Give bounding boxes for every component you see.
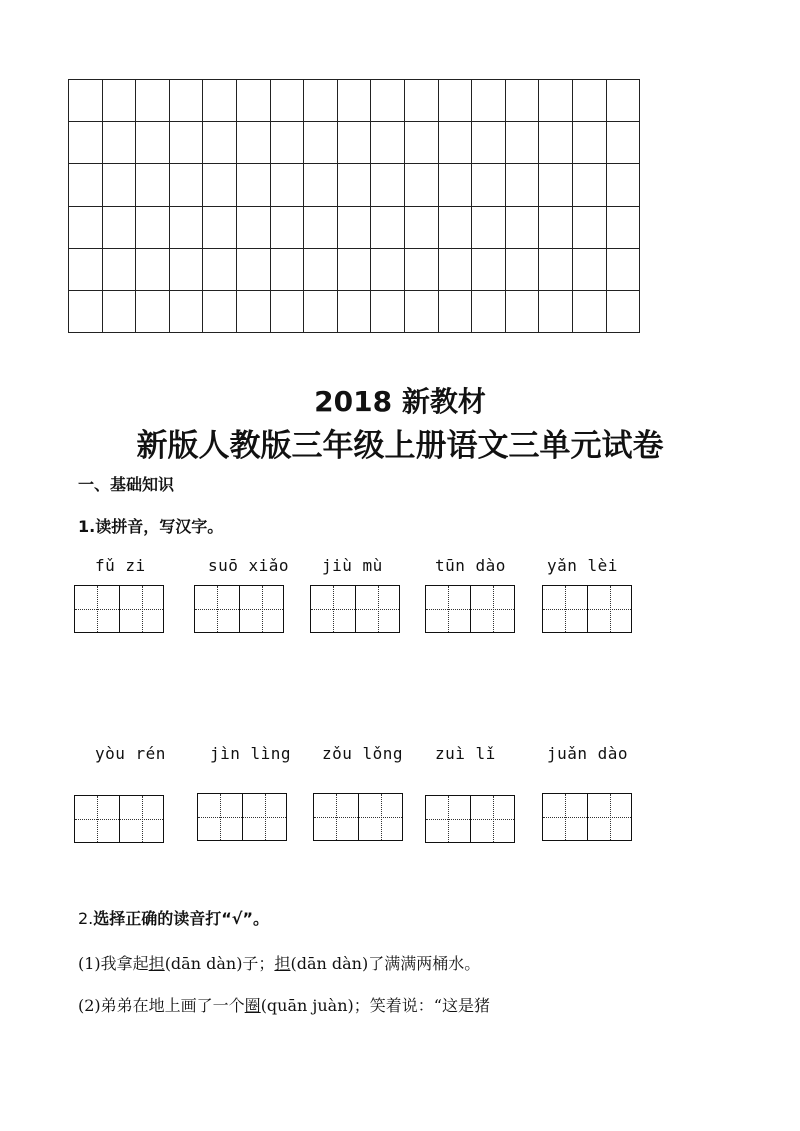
grid-cell[interactable] (371, 122, 405, 164)
grid-cell[interactable] (606, 248, 640, 290)
grid-cell[interactable] (136, 80, 170, 122)
pinyin-3: jiù mù (322, 556, 383, 575)
grid-cell[interactable] (236, 122, 270, 164)
grid-cell[interactable] (472, 248, 506, 290)
grid-row (69, 248, 640, 290)
grid-cell[interactable] (505, 248, 539, 290)
grid-cell[interactable] (438, 290, 472, 332)
grid-cell[interactable] (136, 290, 170, 332)
pinyin-10: juǎn dào (547, 744, 629, 763)
pinyin-7: jìn lìng (210, 744, 292, 763)
grid-row (69, 290, 640, 332)
grid-cell[interactable] (472, 164, 506, 206)
grid-cell[interactable] (102, 164, 136, 206)
title-line-1: 2018 新教材 (314, 385, 486, 418)
grid-cell[interactable] (169, 248, 203, 290)
grid-cell[interactable] (371, 248, 405, 290)
item2-part1: (2)弟弟在地上画了一个 (78, 996, 245, 1015)
grid-cell[interactable] (404, 290, 438, 332)
grid-cell[interactable] (539, 206, 573, 248)
grid-cell[interactable] (371, 164, 405, 206)
grid-cell[interactable] (337, 122, 371, 164)
grid-row (69, 164, 640, 206)
answer-box-7[interactable] (197, 793, 287, 841)
answer-box-9[interactable] (425, 795, 515, 843)
grid-cell[interactable] (270, 122, 304, 164)
grid-cell[interactable] (572, 206, 606, 248)
grid-cell[interactable] (102, 80, 136, 122)
grid-cell[interactable] (572, 164, 606, 206)
grid-cell[interactable] (337, 290, 371, 332)
grid-cell[interactable] (472, 80, 506, 122)
grid-cell[interactable] (203, 122, 237, 164)
grid-cell[interactable] (169, 164, 203, 206)
grid-cell[interactable] (404, 80, 438, 122)
title-line-2: 新版人教版三年级上册语文三单元试卷 (136, 428, 664, 464)
grid-cell[interactable] (606, 206, 640, 248)
grid-cell[interactable] (505, 164, 539, 206)
question-2-item-1 (78, 951, 480, 974)
grid-cell[interactable] (102, 206, 136, 248)
grid-cell[interactable] (404, 248, 438, 290)
answer-box-4[interactable] (425, 585, 515, 633)
grid-cell[interactable] (270, 248, 304, 290)
section-heading: 一、基础知识 (78, 475, 175, 494)
grid-cell[interactable] (337, 80, 371, 122)
grid-cell[interactable] (539, 80, 573, 122)
grid-cell[interactable] (539, 290, 573, 332)
answer-box-6[interactable] (74, 795, 164, 843)
answer-box-3[interactable] (310, 585, 400, 633)
grid-cell[interactable] (102, 290, 136, 332)
grid-cell[interactable] (270, 290, 304, 332)
grid-cell[interactable] (69, 206, 103, 248)
grid-cell[interactable] (606, 122, 640, 164)
item1-part2[interactable]: (dān dàn)子； (164, 954, 275, 973)
question-2-label (78, 906, 269, 929)
grid-row (69, 122, 640, 164)
grid-row (69, 80, 640, 122)
grid-cell[interactable] (203, 206, 237, 248)
grid-cell[interactable] (606, 80, 640, 122)
grid-cell[interactable] (472, 122, 506, 164)
grid-cell[interactable] (236, 248, 270, 290)
grid-cell[interactable] (337, 248, 371, 290)
grid-cell[interactable] (136, 122, 170, 164)
grid-cell[interactable] (270, 80, 304, 122)
grid-cell[interactable] (102, 248, 136, 290)
grid-cell[interactable] (438, 206, 472, 248)
grid-cell[interactable] (236, 80, 270, 122)
grid-cell[interactable] (438, 122, 472, 164)
grid-cell[interactable] (69, 290, 103, 332)
pinyin-6: yòu rén (95, 744, 166, 763)
grid-cell[interactable] (236, 290, 270, 332)
grid-cell[interactable] (404, 122, 438, 164)
grid-cell[interactable] (69, 164, 103, 206)
grid-cell[interactable] (270, 164, 304, 206)
grid-cell[interactable] (169, 206, 203, 248)
grid-cell[interactable] (438, 164, 472, 206)
grid-cell[interactable] (69, 80, 103, 122)
answer-box-5[interactable] (542, 585, 632, 633)
grid-cell[interactable] (438, 248, 472, 290)
grid-cell[interactable] (304, 206, 338, 248)
pinyin-2: suō xiǎo (208, 556, 290, 575)
pinyin-4: tūn dào (435, 556, 506, 575)
answer-box-8[interactable] (313, 793, 403, 841)
grid-cell[interactable] (169, 80, 203, 122)
grid-cell[interactable] (169, 122, 203, 164)
grid-cell[interactable] (236, 206, 270, 248)
item2-part2[interactable]: (quān juàn)；笑着说：“这是猪 (260, 996, 490, 1015)
grid-cell[interactable] (304, 290, 338, 332)
grid-cell[interactable] (136, 248, 170, 290)
grid-cell[interactable] (472, 206, 506, 248)
grid-cell[interactable] (304, 80, 338, 122)
grid-cell[interactable] (606, 164, 640, 206)
answer-box-2[interactable] (194, 585, 284, 633)
grid-cell[interactable] (438, 80, 472, 122)
grid-cell[interactable] (270, 206, 304, 248)
grid-cell[interactable] (304, 248, 338, 290)
writing-grid (68, 79, 640, 333)
grid-cell[interactable] (472, 290, 506, 332)
grid-cell[interactable] (102, 122, 136, 164)
grid-cell[interactable] (539, 164, 573, 206)
grid-cell[interactable] (505, 290, 539, 332)
grid-cell[interactable] (505, 80, 539, 122)
grid-cell[interactable] (539, 122, 573, 164)
item2-underlined-char[interactable]: 圈 (244, 996, 261, 1015)
pinyin-1: fǔ zi (95, 556, 146, 575)
pinyin-9: zuì lǐ (435, 744, 496, 763)
grid-cell[interactable] (169, 290, 203, 332)
grid-cell[interactable] (572, 80, 606, 122)
grid-cell[interactable] (304, 164, 338, 206)
grid-cell[interactable] (203, 290, 237, 332)
item1-part3[interactable]: (dān dàn)了满满两桶水。 (290, 954, 481, 973)
question-2-item-2 (78, 993, 490, 1016)
grid-cell[interactable] (304, 122, 338, 164)
question-2-text: 选择正确的读音打“√”。 (93, 909, 269, 928)
grid-cell[interactable] (69, 122, 103, 164)
grid-cell[interactable] (371, 206, 405, 248)
pinyin-5: yǎn lèi (547, 556, 618, 575)
grid-cell[interactable] (371, 80, 405, 122)
pinyin-8: zǒu lǒng (322, 744, 404, 763)
grid-cell[interactable] (203, 80, 237, 122)
grid-cell[interactable] (404, 206, 438, 248)
question-1-label: 1.读拼音，写汉字。 (78, 517, 224, 536)
grid-cell[interactable] (606, 290, 640, 332)
grid-cell[interactable] (136, 164, 170, 206)
grid-cell[interactable] (203, 164, 237, 206)
grid-cell[interactable] (236, 164, 270, 206)
grid-cell[interactable] (572, 122, 606, 164)
grid-cell[interactable] (203, 248, 237, 290)
item1-part1: (1)我拿起 (78, 954, 149, 973)
grid-cell[interactable] (69, 248, 103, 290)
question-2-number: 2. (78, 909, 94, 928)
answer-box-10[interactable] (542, 793, 632, 841)
grid-cell[interactable] (572, 248, 606, 290)
grid-cell[interactable] (404, 164, 438, 206)
item1-underlined-char-1[interactable]: 担 (148, 954, 165, 973)
grid-cell[interactable] (539, 248, 573, 290)
grid-cell[interactable] (337, 164, 371, 206)
grid-row (69, 206, 640, 248)
grid-cell[interactable] (505, 122, 539, 164)
grid-cell[interactable] (136, 206, 170, 248)
item1-underlined-char-2[interactable]: 担 (274, 954, 291, 973)
answer-box-1[interactable] (74, 585, 164, 633)
grid-cell[interactable] (572, 290, 606, 332)
grid-cell[interactable] (505, 206, 539, 248)
grid-cell[interactable] (371, 290, 405, 332)
grid-cell[interactable] (337, 206, 371, 248)
